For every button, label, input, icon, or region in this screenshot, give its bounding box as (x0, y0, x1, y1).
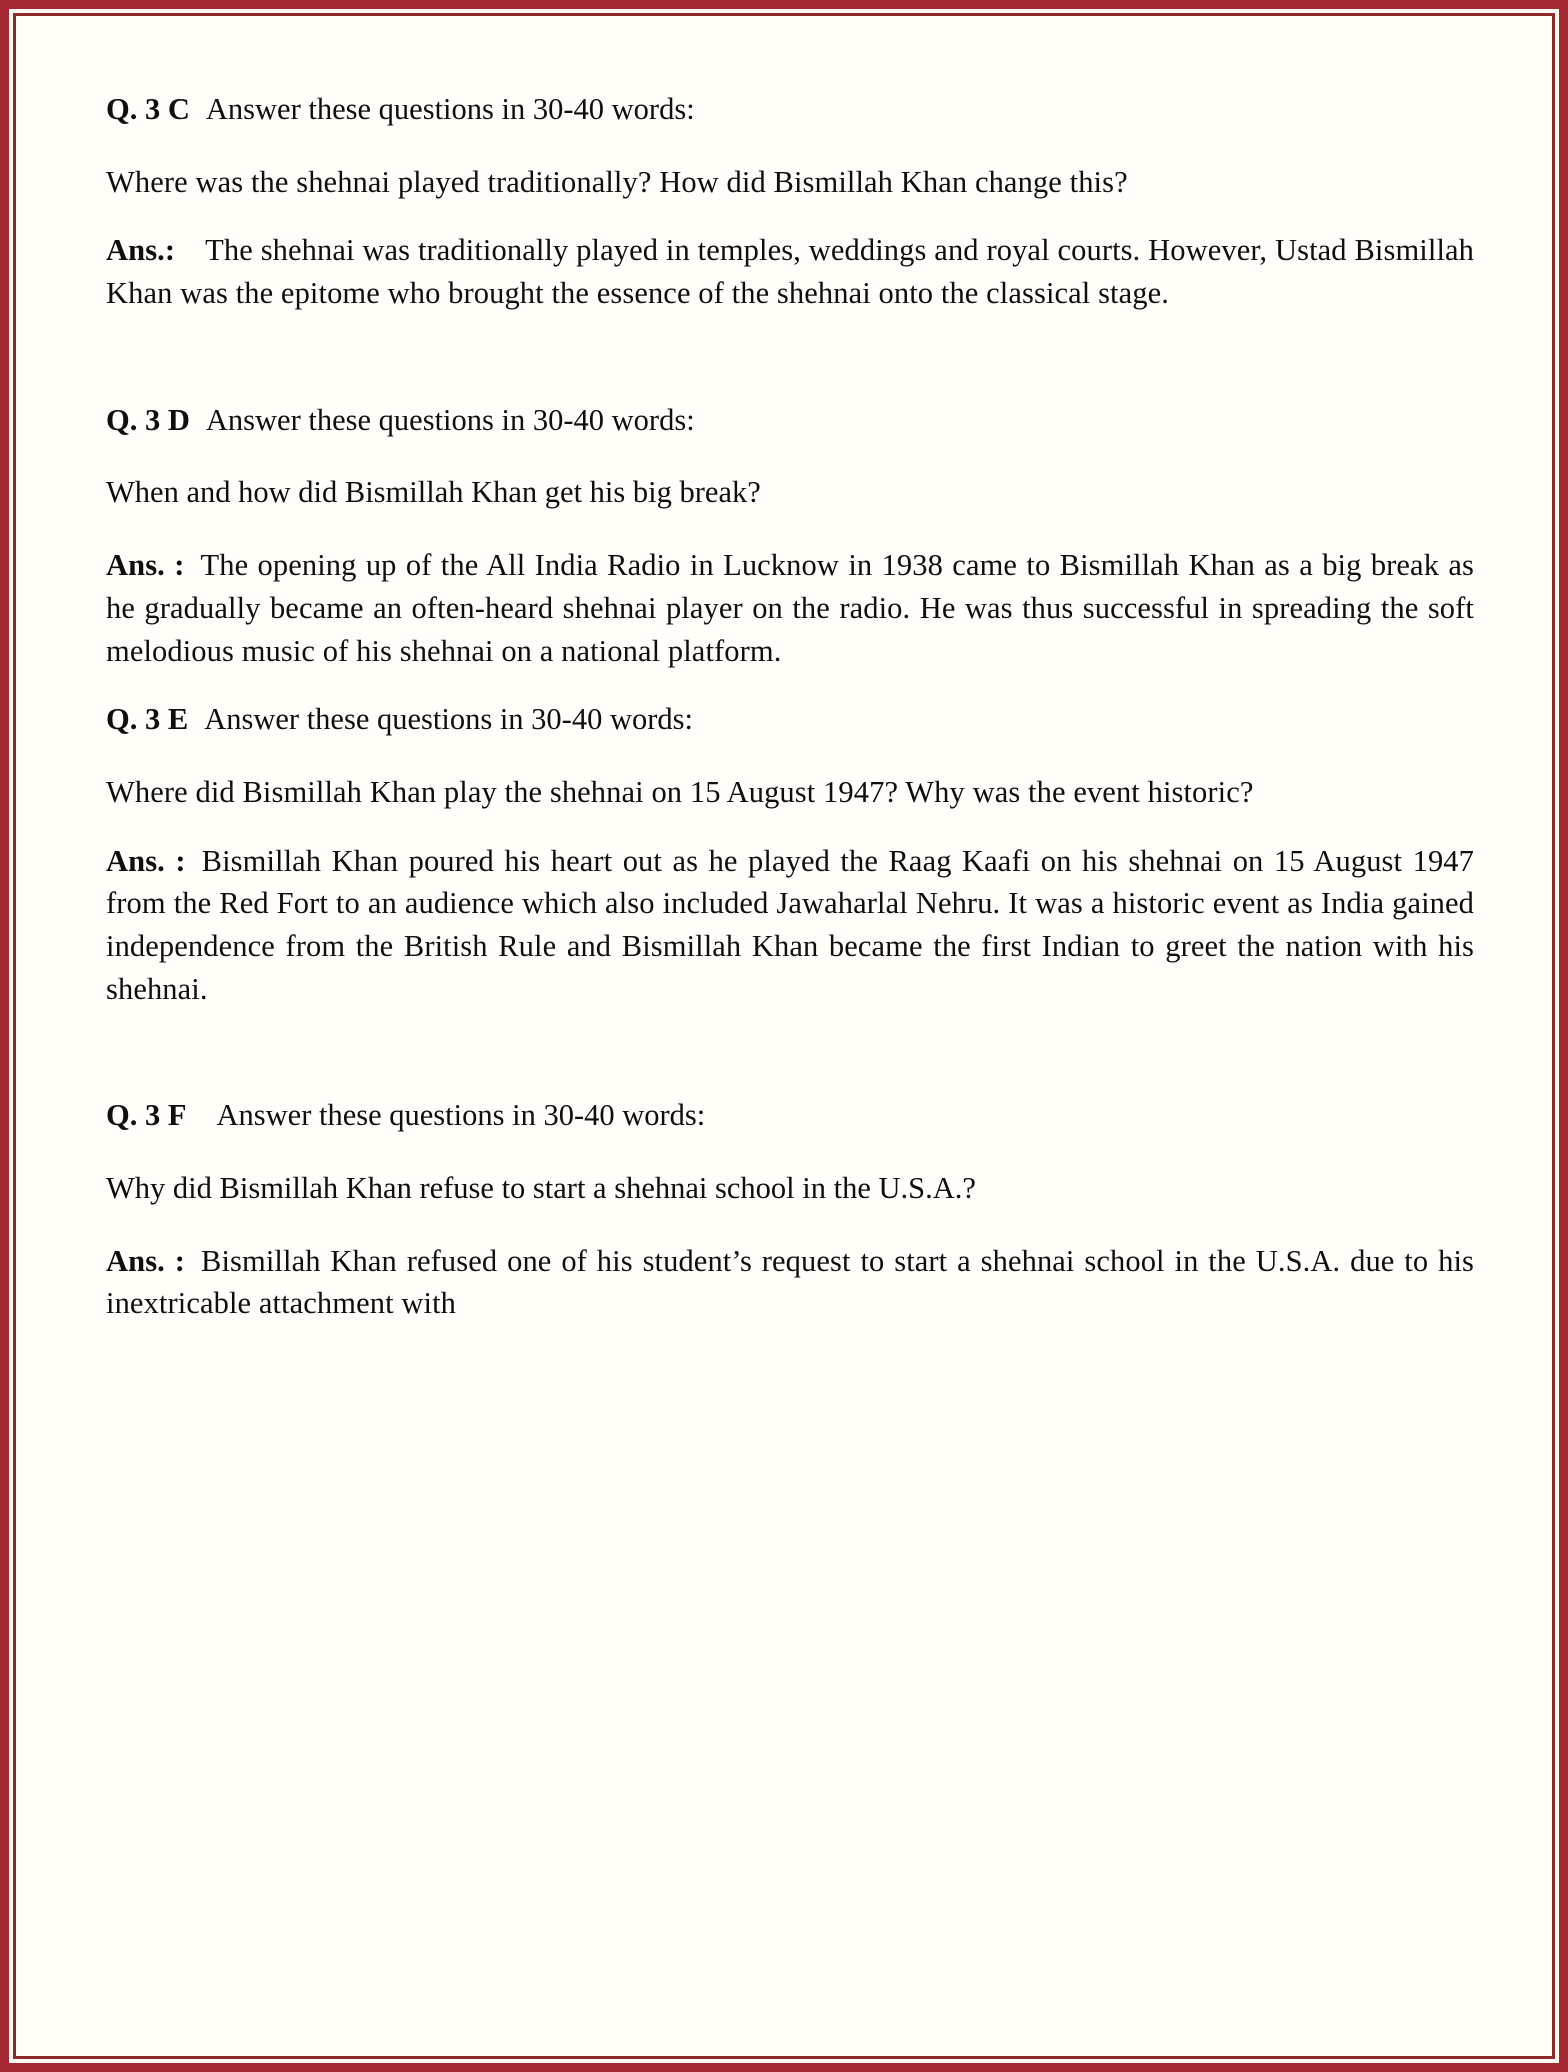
answer-label-q3e: Ans. : (106, 843, 186, 878)
question-prompt-q3c: Where was the shehnai played traditionally? How did Bismillah Khan change this? (106, 164, 1128, 199)
answer-paragraph-q3d (106, 544, 1474, 672)
answer-text-q3c: The shehnai was traditionally played in temples, weddings and royal courts. However, Ustad Bismillah Khan was the epitome who brought the essence of the shehnai onto the classical stage. (106, 233, 1474, 311)
answer-paragraph-q3e (106, 840, 1474, 1011)
answer-label-q3d: Ans. : (106, 548, 185, 583)
section-spacer-1 (106, 341, 1474, 399)
question-instruction-q3f: Answer these questions in 30-40 words: (216, 1098, 706, 1133)
question-heading-q3c (106, 88, 1474, 131)
question-block-q3f (106, 1094, 1474, 1325)
answer-text-q3d: The opening up of the All India Radio in Lucknow in 1938 came to Bismillah Khan as a big break as he gradually became an often-heard shehnai player on the radio. He was thus successful in spreading the soft melodious music of his shehnai on a national platform. (106, 548, 1474, 668)
question-heading-q3e (106, 698, 1474, 741)
question-label-q3d: Q. 3 D (106, 402, 190, 437)
question-block-q3c (106, 88, 1474, 315)
question-prompt-q3f: Why did Bismillah Khan refuse to start a shehnai school in the U.S.A.? (106, 1171, 976, 1205)
question-label-q3e: Q. 3 E (106, 702, 189, 737)
question-prompt-q3e: Where did Bismillah Khan play the shehnai on 15 August 1947? Why was the event historic? (106, 774, 1254, 809)
question-block-q3e (106, 698, 1474, 1010)
question-prompt-q3d: When and how did Bismillah Khan get his big break? (106, 475, 761, 510)
question-instruction-q3e: Answer these questions in 30-40 words: (204, 702, 693, 737)
answer-paragraph-q3f (106, 1240, 1474, 1325)
answer-paragraph-q3c (106, 229, 1474, 314)
question-instruction-q3c: Answer these questions in 30-40 words: (205, 92, 695, 126)
frame-inner-gap (9, 9, 1559, 2063)
question-instruction-q3d: Answer these questions in 30-40 words: (205, 402, 695, 437)
answer-text-q3e: Bismillah Khan poured his heart out as he played the Raag Kaafi on his shehnai on 15 August 1947 from the Red Fort to an audience which also included Jawaharlal Nehru. It was a historic event as India gained independence from the British Rule and Bismillah Khan became the first Indian to greet the nation with his shehnai. (106, 843, 1474, 1006)
answer-label-q3c: Ans.: (106, 233, 176, 268)
question-heading-q3d (106, 399, 1474, 442)
question-label-q3f: Q. 3 F (106, 1098, 187, 1133)
answer-label-q3f: Ans. : (106, 1243, 186, 1278)
question-heading-q3f (106, 1094, 1474, 1137)
answer-text-q3f: Bismillah Khan refused one of his student’s request to start a shehnai school in the U.S.A. due to his inextricable attachment with (106, 1243, 1475, 1321)
question-label-q3c: Q. 3 C (106, 92, 190, 126)
section-spacer-2 (106, 1036, 1474, 1094)
frame-inner-rule (13, 13, 1555, 2059)
question-block-q3d (106, 399, 1474, 672)
document-page (16, 16, 1552, 2056)
